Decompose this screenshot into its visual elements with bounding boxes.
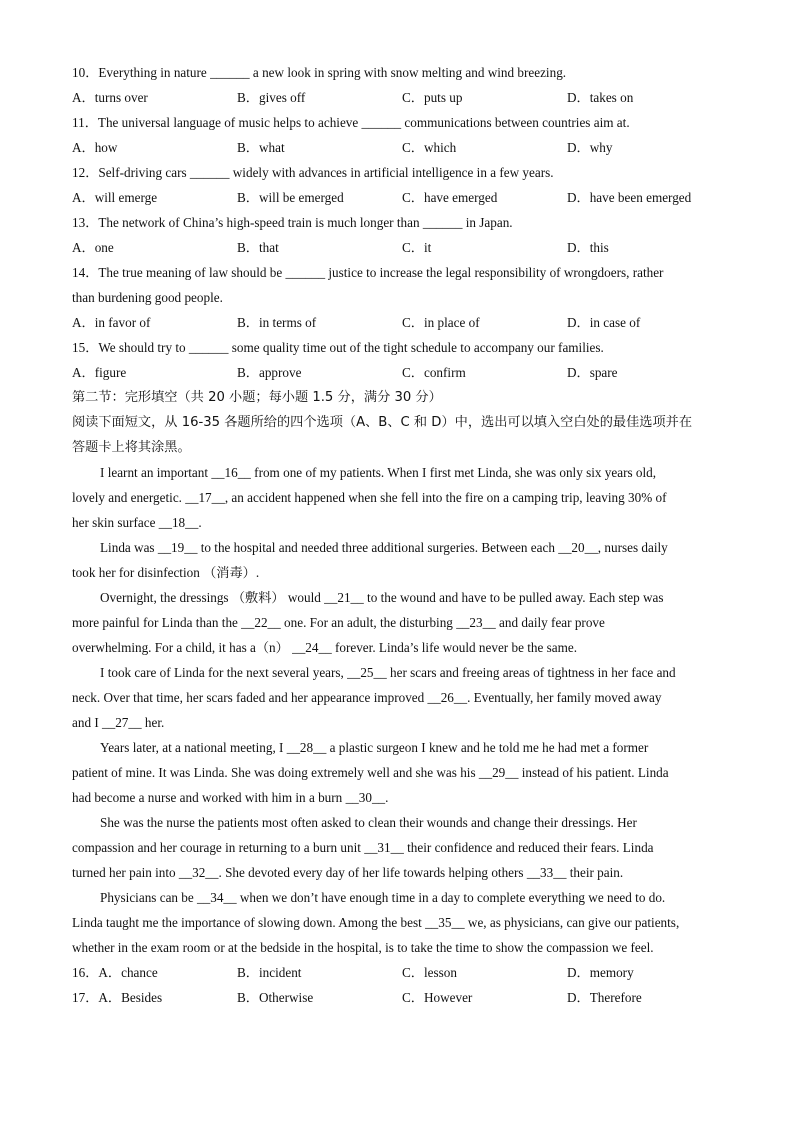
q10-option-c: C．puts up <box>402 90 463 105</box>
q14-option-a: A．in favor of <box>72 315 151 330</box>
q17-option-d: D．Therefore <box>567 990 642 1005</box>
q15-option-a: A．figure <box>72 365 127 380</box>
q12-option-a: A．will emerge <box>72 190 158 205</box>
passage-line: Linda taught me the importance of slowing down. Among the best __35__ we, as physicians, can give our patients, <box>72 915 680 930</box>
q13-options <box>72 235 732 260</box>
passage-line: compassion and her courage in returning to a burn unit __31__ their confidence and reduced their fears. Linda <box>72 840 654 855</box>
q15-option-d: D．spare <box>567 365 618 380</box>
q14-option-d: D．in case of <box>567 315 641 330</box>
q14-option-c: C．in place of <box>402 315 480 330</box>
q11-option-b: B．what <box>237 140 285 155</box>
passage-line: and I __27__ her. <box>72 715 165 730</box>
q10-option-a: A．turns over <box>72 90 148 105</box>
q13-option-a: A．one <box>72 240 114 255</box>
q12-option-c: C．have emerged <box>402 190 498 205</box>
q17-option-b: B．Otherwise <box>237 990 314 1005</box>
passage-line: her skin surface __18__. <box>72 515 202 530</box>
exam-page <box>72 60 732 1010</box>
q14-options <box>72 310 732 335</box>
q11-option-a: A．how <box>72 140 118 155</box>
passage-line: Overnight, the dressings （敷料） would __21__ to the wound and have to be pulled away. Each step was <box>100 590 664 605</box>
passage-line: turned her pain into __32__. She devoted every day of her life towards helping others __33__ their pain. <box>72 865 624 880</box>
passage-line: She was the nurse the patients most often asked to clean their wounds and change their dressings. Her <box>100 815 637 830</box>
q13-stem: 13．The network of China’s high-speed train is much longer than ______ in Japan. <box>72 215 513 230</box>
q15-option-b: B．approve <box>237 365 302 380</box>
q13-option-d: D．this <box>567 240 609 255</box>
q15-options <box>72 360 732 385</box>
passage-line: Years later, at a national meeting, I __28__ a plastic surgeon I knew and he told me he had met a former <box>100 740 649 755</box>
q16-option-d: D．memory <box>567 965 634 980</box>
q11-stem: 11．The universal language of music helps to achieve ______ communications between countries aim at. <box>72 115 630 130</box>
q12-options <box>72 185 732 210</box>
q14-stem-line2: than burdening good people. <box>72 290 223 305</box>
q13-option-c: C．it <box>402 240 432 255</box>
passage-line: had become a nurse and worked with him in a burn __30__. <box>72 790 389 805</box>
q12-option-b: B．will be emerged <box>237 190 344 205</box>
passage-line: lovely and energetic. __17__, an accident happened when she fell into the fire on a camping trip, leaving 30% of <box>72 490 667 505</box>
passage-line: whether in the exam room or at the bedside in the hospital, is to take the time to show the compassion we feel. <box>72 940 654 955</box>
q14-stem-line1: 14．The true meaning of law should be ______ justice to increase the legal responsibility of wrongdoers, rather <box>72 265 664 280</box>
q10-option-b: B．gives off <box>237 90 306 105</box>
q11-options <box>72 135 732 160</box>
q17-option-a: 17．A．Besides <box>72 990 163 1005</box>
q17-option-c: C．However <box>402 990 473 1005</box>
q15-option-c: C．confirm <box>402 365 466 380</box>
passage-line: overwhelming. For a child, it has a（n） __24__ forever. Linda’s life would never be the same. <box>72 640 578 655</box>
q14-option-b: B．in terms of <box>237 315 317 330</box>
cloze-passage <box>72 460 732 960</box>
passage-line: neck. Over that time, her scars faded and her appearance improved __26__. Eventually, her family moved away <box>72 690 662 705</box>
q16-options <box>72 960 732 985</box>
q12-stem: 12．Self-driving cars ______ widely with advances in artificial intelligence in a few years. <box>72 165 554 180</box>
passage-line: took her for disinfection （消毒）. <box>72 565 260 580</box>
q11-option-d: D．why <box>567 140 613 155</box>
q16-option-a: 16．A．chance <box>72 965 158 980</box>
section-instruction-line2: 答题卡上将其涂黑。 <box>72 440 191 455</box>
q13-option-b: B．that <box>237 240 279 255</box>
passage-line: patient of mine. It was Linda. She was doing extremely well and she was his __29__ instead of his patient. Linda <box>72 765 669 780</box>
q10-options <box>72 85 732 110</box>
passage-line: more painful for Linda than the __22__ one. For an adult, the disturbing __23__ and daily fear prove <box>72 615 605 630</box>
passage-line: Linda was __19__ to the hospital and needed three additional surgeries. Between each __20__, nurses daily <box>100 540 668 555</box>
q16-option-c: C．lesson <box>402 965 457 980</box>
q15-stem: 15．We should try to ______ some quality time out of the tight schedule to accompany our families. <box>72 340 604 355</box>
passage-line: Physicians can be __34__ when we don’t have enough time in a day to complete everything we need to do. <box>100 890 666 905</box>
q17-options <box>72 985 732 1010</box>
passage-line: I took care of Linda for the next several years, __25__ her scars and freeing areas of tightness in her face and <box>100 665 676 680</box>
q11-option-c: C．which <box>402 140 457 155</box>
q10-option-d: D．takes on <box>567 90 634 105</box>
section-title: 第二节：完形填空（共 20 小题；每小题 1.5 分，满分 30 分） <box>72 390 442 405</box>
q12-option-d: D．have been emerged <box>567 190 692 205</box>
q10-stem: 10．Everything in nature ______ a new look in spring with snow melting and wind breezing. <box>72 65 567 80</box>
passage-line: I learnt an important __16__ from one of my patients. When I first met Linda, she was only six years old, <box>100 465 657 480</box>
q16-option-b: B．incident <box>237 965 302 980</box>
section-instruction-line1: 阅读下面短文，从 16-35 各题所给的四个选项（A、B、C 和 D）中，选出可以填入空白处的最佳选项并在 <box>72 415 693 430</box>
